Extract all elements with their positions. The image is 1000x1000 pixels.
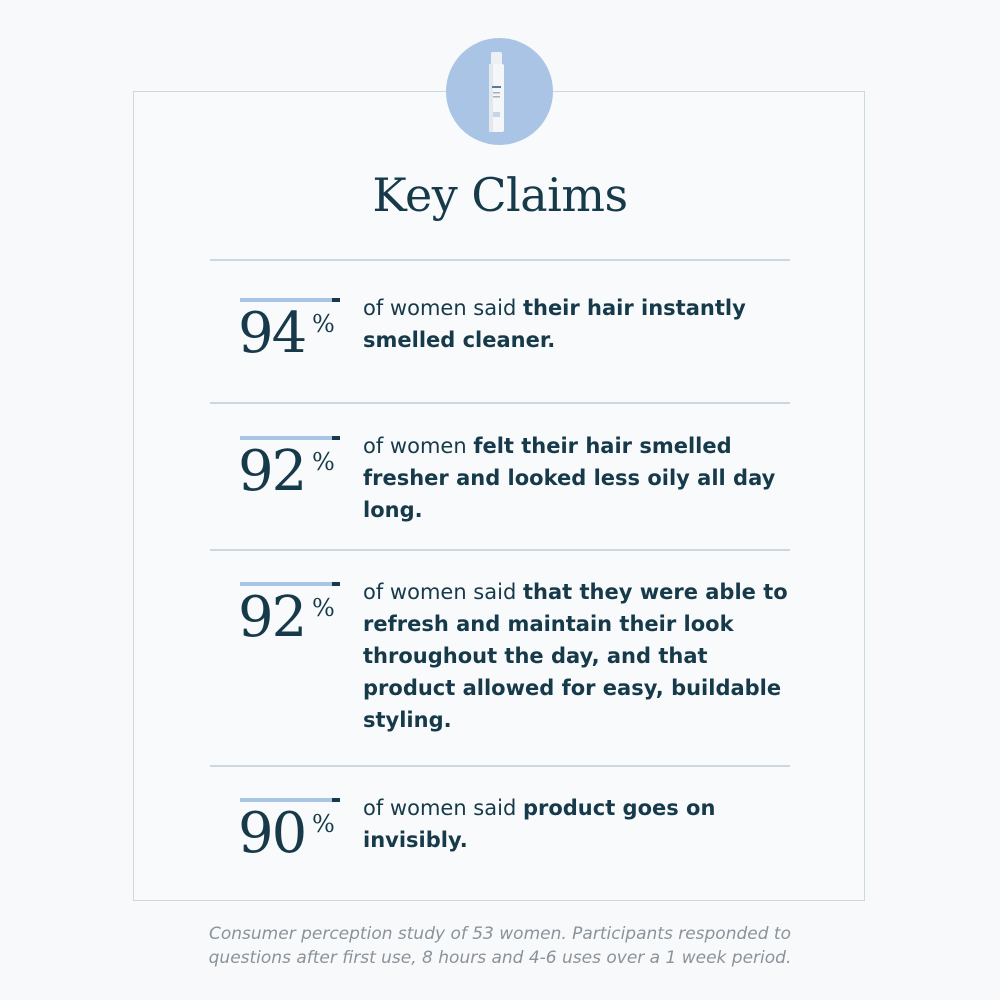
divider xyxy=(210,549,790,551)
claim-stat xyxy=(240,582,350,662)
claim-stat xyxy=(240,798,350,878)
product-badge xyxy=(446,38,553,145)
claim-percentage: 90 xyxy=(238,801,306,866)
footnote-line: questions after first use, 8 hours and 4-6 uses over a 1 week period. xyxy=(208,948,792,968)
footnote-line: Consumer perception study of 53 women. Participants responded to xyxy=(209,924,791,944)
claim-text xyxy=(363,792,793,856)
divider xyxy=(210,402,790,404)
product-bottle-icon xyxy=(446,38,553,145)
percent-sign: % xyxy=(312,310,335,338)
claim-stat xyxy=(240,436,350,516)
claim-text-plain: of women said xyxy=(363,296,523,320)
claim-text-bold: felt their hair smelled fresher and looked less oily all day long. xyxy=(363,434,776,522)
claim-stat xyxy=(240,298,350,378)
claim-text-bold: that they were able to refresh and maintain their look throughout the day, and that product allowed for easy, buildable styling. xyxy=(363,580,788,732)
study-footnote xyxy=(0,922,1000,970)
claim-percentage: 92 xyxy=(238,439,306,504)
claim-text xyxy=(363,292,793,356)
claim-text xyxy=(363,430,793,526)
page-title: Key Claims xyxy=(372,168,628,222)
divider xyxy=(210,765,790,767)
claim-text-plain: of women xyxy=(363,434,474,458)
claim-text-bold: their hair instantly smelled cleaner. xyxy=(363,296,746,352)
claim-text-bold: product goes on invisibly. xyxy=(363,796,716,852)
claim-percentage: 94 xyxy=(238,301,306,366)
claim-text xyxy=(363,576,793,736)
claim-text-plain: of women said xyxy=(363,796,523,820)
percent-sign: % xyxy=(312,810,335,838)
percent-sign: % xyxy=(312,594,335,622)
percent-sign: % xyxy=(312,448,335,476)
claim-text-plain: of women said xyxy=(363,580,523,604)
divider xyxy=(210,259,790,261)
claim-percentage: 92 xyxy=(238,585,306,650)
